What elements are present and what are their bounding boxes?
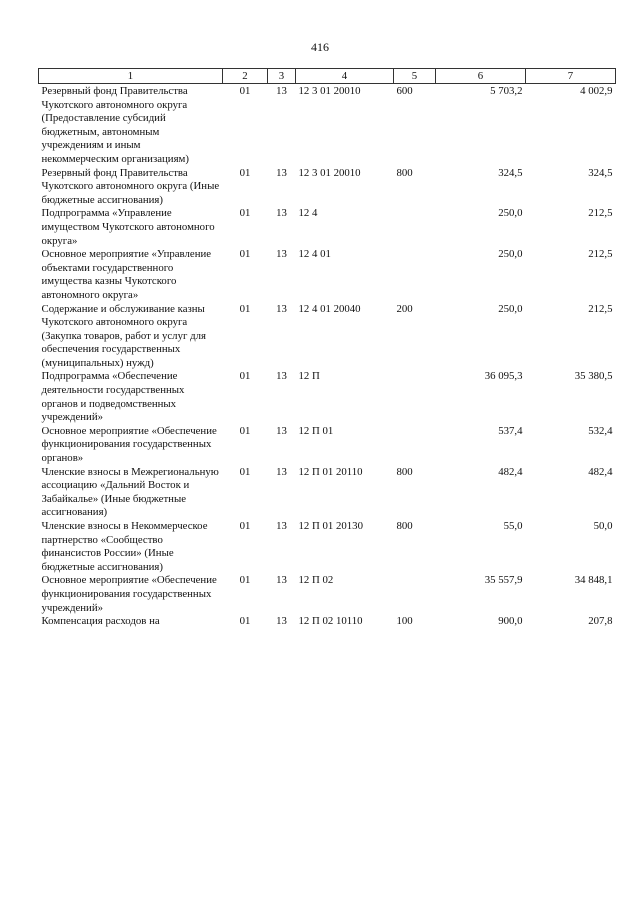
row-ministry-code-cell: 01 — [239, 302, 251, 315]
row-amount-1-cell: 36 095,3 — [484, 370, 523, 383]
table-row — [39, 466, 616, 520]
table-row — [39, 615, 616, 629]
row-target-article-cell: 12 П 01 — [298, 424, 334, 437]
column-header: 6 — [436, 69, 526, 84]
row-expense-type-cell — [394, 425, 436, 466]
row-amount-1-cell: 250,0 — [498, 248, 523, 261]
column-header: 1 — [39, 69, 223, 84]
table-header-row — [39, 69, 616, 84]
budget-table — [38, 68, 616, 629]
row-name-cell: Содержание и обслуживание казны Чукотского автономного округа (Закупка товаров, работ и услуг для обеспечения государственных (муниципальных) нужд) — [41, 302, 206, 369]
row-target-article-cell: 12 П 02 10110 — [298, 615, 363, 628]
column-header: 7 — [526, 69, 616, 84]
table-row — [39, 84, 616, 167]
row-amount-2-cell: 482,4 — [588, 465, 613, 478]
row-amount-1-cell: 482,4 — [498, 465, 523, 478]
row-section-code-cell: 13 — [276, 166, 287, 179]
row-name-cell: Основное мероприятие «Управление объектами государственного имущества казны Чукотского автономного округа» — [41, 248, 212, 301]
row-ministry-code-cell: 01 — [239, 207, 251, 220]
table-row — [39, 425, 616, 466]
row-amount-2-cell: 212,5 — [588, 207, 613, 220]
row-expense-type-cell: 200 — [396, 302, 413, 315]
row-section-code-cell: 13 — [276, 248, 287, 261]
row-ministry-code-cell: 01 — [239, 615, 251, 628]
row-ministry-code-cell: 01 — [239, 85, 251, 97]
row-amount-1-cell: 35 557,9 — [484, 574, 523, 587]
row-amount-1-cell: 900,0 — [498, 615, 523, 628]
row-name-cell: Членские взносы в Межрегиональную ассоциацию «Дальний Восток и Забайкалье» (Иные бюджетные ассигнования) — [41, 465, 219, 519]
row-name-cell: Членские взносы в Некоммерческое партнерство «Сообщество финансистов России» (Иные бюджетные ассигнования) — [41, 520, 208, 573]
row-expense-type-cell — [394, 207, 436, 248]
row-section-code-cell: 13 — [276, 370, 287, 383]
row-expense-type-cell — [394, 574, 436, 615]
row-ministry-code-cell: 01 — [239, 166, 251, 179]
row-expense-type-cell: 600 — [396, 85, 413, 97]
row-ministry-code-cell: 01 — [239, 370, 251, 383]
row-expense-type-cell — [394, 248, 436, 302]
row-target-article-cell: 12 П 02 — [298, 574, 334, 587]
row-section-code-cell: 13 — [276, 302, 287, 315]
row-amount-1-cell: 250,0 — [498, 302, 523, 315]
column-header: 3 — [268, 69, 296, 84]
row-target-article-cell: 12 3 01 20010 — [298, 166, 361, 179]
row-amount-2-cell: 35 380,5 — [574, 370, 613, 383]
row-amount-2-cell: 532,4 — [588, 424, 613, 437]
row-amount-2-cell: 324,5 — [588, 166, 613, 179]
row-amount-2-cell: 207,8 — [588, 615, 613, 628]
table-row — [39, 248, 616, 302]
row-ministry-code-cell: 01 — [239, 574, 251, 587]
row-ministry-code-cell: 01 — [239, 424, 251, 437]
table-row — [39, 370, 616, 424]
row-section-code-cell: 13 — [276, 520, 287, 532]
row-amount-2-cell: 212,5 — [588, 248, 613, 261]
page-number: 416 — [311, 40, 329, 54]
row-name-cell: Основное мероприятие «Обеспечение функционирования государственных органов» — [41, 424, 217, 465]
row-name-cell: Подпрограмма «Управление имуществом Чукотского автономного округа» — [41, 207, 215, 247]
row-ministry-code-cell: 01 — [239, 248, 251, 261]
row-amount-1-cell: 55,0 — [503, 520, 523, 532]
row-target-article-cell: 12 4 01 20040 — [298, 302, 361, 315]
row-section-code-cell: 13 — [276, 574, 287, 587]
row-expense-type-cell: 800 — [396, 465, 413, 478]
row-expense-type-cell: 800 — [396, 166, 413, 179]
row-target-article-cell: 12 4 01 — [298, 248, 331, 261]
table-row — [39, 167, 616, 208]
row-target-article-cell: 12 3 01 20010 — [298, 85, 361, 97]
row-expense-type-cell — [394, 370, 436, 424]
row-section-code-cell: 13 — [276, 615, 287, 628]
row-name-cell: Резервный фонд Правительства Чукотского автономного округа (Иные бюджетные ассигнования) — [41, 166, 220, 206]
row-amount-2-cell: 4 002,9 — [580, 85, 613, 97]
row-target-article-cell: 12 П 01 20110 — [298, 465, 363, 478]
row-section-code-cell: 13 — [276, 85, 287, 97]
row-expense-type-cell: 100 — [396, 615, 413, 628]
row-section-code-cell: 13 — [276, 465, 287, 478]
row-ministry-code-cell: 01 — [239, 465, 251, 478]
table-row — [39, 207, 616, 248]
row-amount-1-cell: 250,0 — [498, 207, 523, 220]
row-name-cell: Основное мероприятие «Обеспечение функционирования государственных учреждений» — [41, 574, 217, 614]
row-ministry-code-cell: 01 — [239, 520, 251, 532]
row-amount-1-cell: 324,5 — [498, 166, 523, 179]
row-section-code-cell: 13 — [276, 424, 287, 437]
table-row — [39, 303, 616, 371]
row-expense-type-cell: 800 — [396, 520, 413, 532]
table-row — [39, 574, 616, 615]
row-target-article-cell: 12 П 01 20130 — [298, 520, 363, 532]
row-section-code-cell: 13 — [276, 207, 287, 220]
table-row — [39, 520, 616, 574]
column-header: 2 — [223, 69, 268, 84]
column-header: 4 — [296, 69, 394, 84]
row-name-cell: Резервный фонд Правительства Чукотского автономного округа (Предоставление субсидий бюджетным, автономным учреждениям и иным некоммерческим организациям) — [41, 85, 189, 165]
row-amount-2-cell: 212,5 — [588, 302, 613, 315]
column-header: 5 — [394, 69, 436, 84]
row-amount-2-cell: 34 848,1 — [574, 574, 613, 587]
row-target-article-cell: 12 4 — [298, 207, 318, 220]
row-amount-1-cell: 5 703,2 — [490, 85, 523, 97]
row-name-cell: Подпрограмма «Обеспечение деятельности государственных органов и подведомственных учреждений» — [41, 370, 185, 424]
row-target-article-cell: 12 П — [298, 370, 320, 383]
row-name-cell: Компенсация расходов на — [41, 615, 160, 628]
row-amount-1-cell: 537,4 — [498, 424, 523, 437]
row-amount-2-cell: 50,0 — [593, 520, 613, 532]
